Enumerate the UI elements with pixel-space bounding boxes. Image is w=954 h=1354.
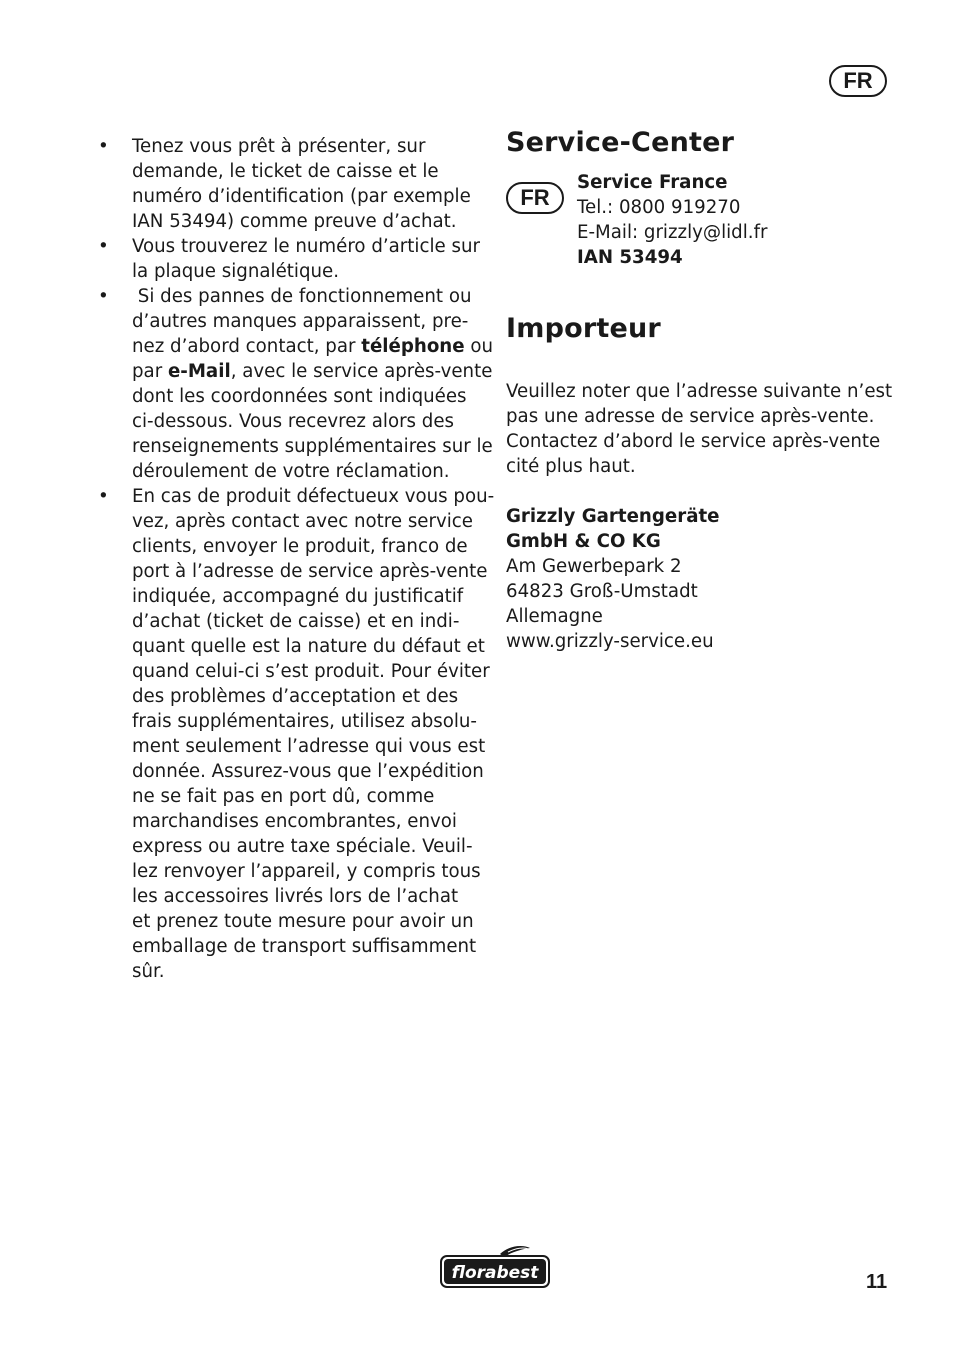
text-line: ment seulement l’adresse qui vous est <box>132 736 486 757</box>
text-line: port à l’adresse de service après-vente <box>132 561 488 582</box>
logo-text: florabest <box>451 1263 539 1283</box>
florabest-logo-icon <box>438 1244 552 1290</box>
text-line: ne se fait pas en port dû, comme <box>132 786 435 807</box>
company-website: www.grizzly-service.eu <box>506 631 714 652</box>
text-line: cité plus haut. <box>506 456 636 477</box>
text-line: renseignements supplémentaires sur le <box>132 436 493 457</box>
service-name: Service France <box>577 172 728 193</box>
text-line: des problèmes d’acceptation et des <box>132 686 459 707</box>
importeur-address <box>506 504 886 654</box>
country-badge: FR <box>506 182 564 214</box>
text-line: Veuillez noter que l’adresse suivante n’est <box>506 381 893 402</box>
text-line: pas une adresse de service après-vente. <box>506 406 875 427</box>
text-line: les accessoires livrés lors de l’achat <box>132 886 459 907</box>
text-line: Contactez d’abord le service après-vente <box>506 431 881 452</box>
importeur-heading: Importeur <box>506 313 661 344</box>
text-line: IAN 53494) comme preuve d’achat. <box>132 211 457 232</box>
text-line: Si des pannes de fonctionnement ou <box>132 286 472 307</box>
list-item <box>98 484 495 984</box>
text-line: déroulement de votre réclamation. <box>132 461 450 482</box>
text-line: quand celui-ci s’est produit. Pour éviter <box>132 661 490 682</box>
text-fragment: ou <box>464 336 494 357</box>
right-column <box>506 124 893 654</box>
text-line: clients, envoyer le produit, franco de <box>132 536 468 557</box>
text-line <box>132 334 494 359</box>
service-phone: Tel.: 0800 919270 <box>577 197 741 218</box>
text-line: d’achat (ticket de caisse) et en indi- <box>132 611 460 632</box>
bullet: • <box>98 136 109 157</box>
text-fragment: par <box>132 361 168 382</box>
list-item <box>98 134 482 234</box>
email-emphasis: e-Mail <box>167 361 231 382</box>
text-line: sûr. <box>132 961 165 982</box>
text-line: Vous trouverez le numéro d’article sur <box>132 236 480 257</box>
text-line: Tenez vous prêt à présenter, sur <box>132 136 426 157</box>
text-line: express ou autre taxe spéciale. Veuil- <box>132 836 473 857</box>
text-line: frais supplémentaires, utilisez absolu- <box>132 711 477 732</box>
service-france-block <box>506 172 886 282</box>
language-badge: FR <box>829 65 887 97</box>
text-line: ci-dessous. Vous recevrez alors des <box>132 411 455 432</box>
text-line: lez renvoyer l’appareil, y compris tous <box>132 861 481 882</box>
text-line: donnée. Assurez-vous que l’expédition <box>132 761 484 782</box>
text-line <box>132 359 493 384</box>
service-ian: IAN 53494 <box>577 247 683 268</box>
text-line: vez, après contact avec notre service <box>132 511 473 532</box>
list-item <box>98 284 494 484</box>
page-number: 11 <box>866 1271 888 1293</box>
left-column <box>98 134 495 984</box>
service-center-heading: Service-Center <box>506 127 735 158</box>
bullet: • <box>98 486 109 507</box>
text-line: quant quelle est la nature du défaut et <box>132 636 485 657</box>
text-line: d’autres manques apparaissent, pre- <box>132 311 469 332</box>
list-item <box>98 234 482 284</box>
instruction-list <box>98 134 495 984</box>
florabest-logo <box>438 1244 552 1290</box>
importeur-note <box>506 379 893 479</box>
bullet: • <box>98 286 109 307</box>
text-line: demande, le ticket de caisse et le <box>132 161 439 182</box>
text-line: dont les coordonnées sont indiquées <box>132 386 467 407</box>
service-contact <box>577 170 767 270</box>
text-fragment: nez d’abord contact, par <box>132 336 362 357</box>
text-line: marchandises encombrantes, envoi <box>132 811 457 832</box>
text-line: indiquée, accompagné du justificatif <box>132 586 464 607</box>
text-fragment: , avec le service après-vente <box>230 361 493 382</box>
service-email: E-Mail: grizzly@lidl.fr <box>577 222 768 243</box>
address-street: Am Gewerbepark 2 <box>506 556 682 577</box>
phone-emphasis: téléphone <box>361 336 465 357</box>
address-country: Allemagne <box>506 606 603 627</box>
text-line: En cas de produit défectueux vous pou- <box>132 486 495 507</box>
text-line: la plaque signalétique. <box>132 261 339 282</box>
company-name-suffix: GmbH & CO KG <box>506 531 661 552</box>
company-name: Grizzly Gartengeräte <box>506 506 720 527</box>
text-line: numéro d’identification (par exemple <box>132 186 471 207</box>
text-line: emballage de transport suffisamment <box>132 936 477 957</box>
bullet: • <box>98 236 109 257</box>
address-city: 64823 Groß-Umstadt <box>506 581 698 602</box>
text-line: et prenez toute mesure pour avoir un <box>132 911 474 932</box>
